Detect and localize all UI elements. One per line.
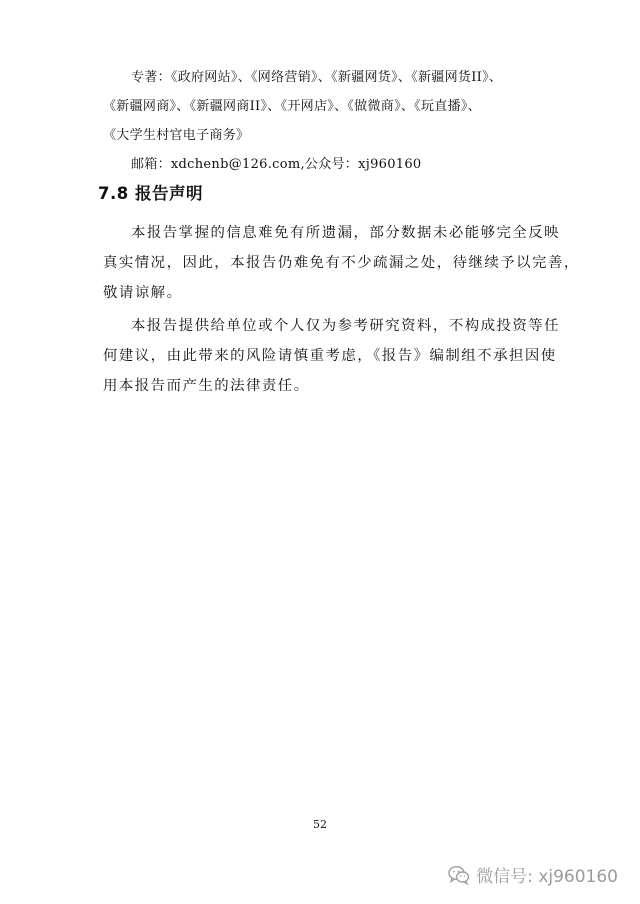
paragraph-1-line-2: 真实情况，因此，本报告仍难免有不少疏漏之处，待继续予以完善， [103,255,580,271]
books-line-1: 专著：《政府网站》、《网络营销》、《新疆网货》、《新疆网货II》、 [131,70,503,85]
paragraph-1-line-3: 敬请谅解。 [103,285,183,301]
watermark-text: 微信号: xj960160 [476,867,618,887]
paragraph-2 [103,311,573,401]
paragraph-2-line-3: 用本报告而产生的法律责任。 [103,378,310,394]
author-info [103,63,573,179]
paragraph-1-line-1: 本报告掌握的信息难免有所遗漏，部分数据未必能够完全反映 [131,225,561,241]
wechat-watermark [448,862,618,887]
wechat-icon [448,865,470,885]
section-heading: 7.8 报告声明 [98,184,203,203]
paragraph-1 [103,218,580,308]
page-number: 52 [313,818,327,831]
paragraph-2-line-2: 何建议，由此带来的风险请慎重考虑，《报告》编制组不承担因使 [103,348,557,364]
paragraph-2-line-1: 本报告提供给单位或个人仅为参考研究资料，不构成投资等任 [131,318,561,334]
books-line-2: 《新疆网商》、《新疆网商II》、《开网店》、《做微商》、《玩直播》、 [103,99,481,114]
books-line-3: 《大学生村官电子商务》 [103,128,250,143]
contact-line: 邮箱：xdchenb@126.com,公众号：xj960160 [131,157,422,172]
